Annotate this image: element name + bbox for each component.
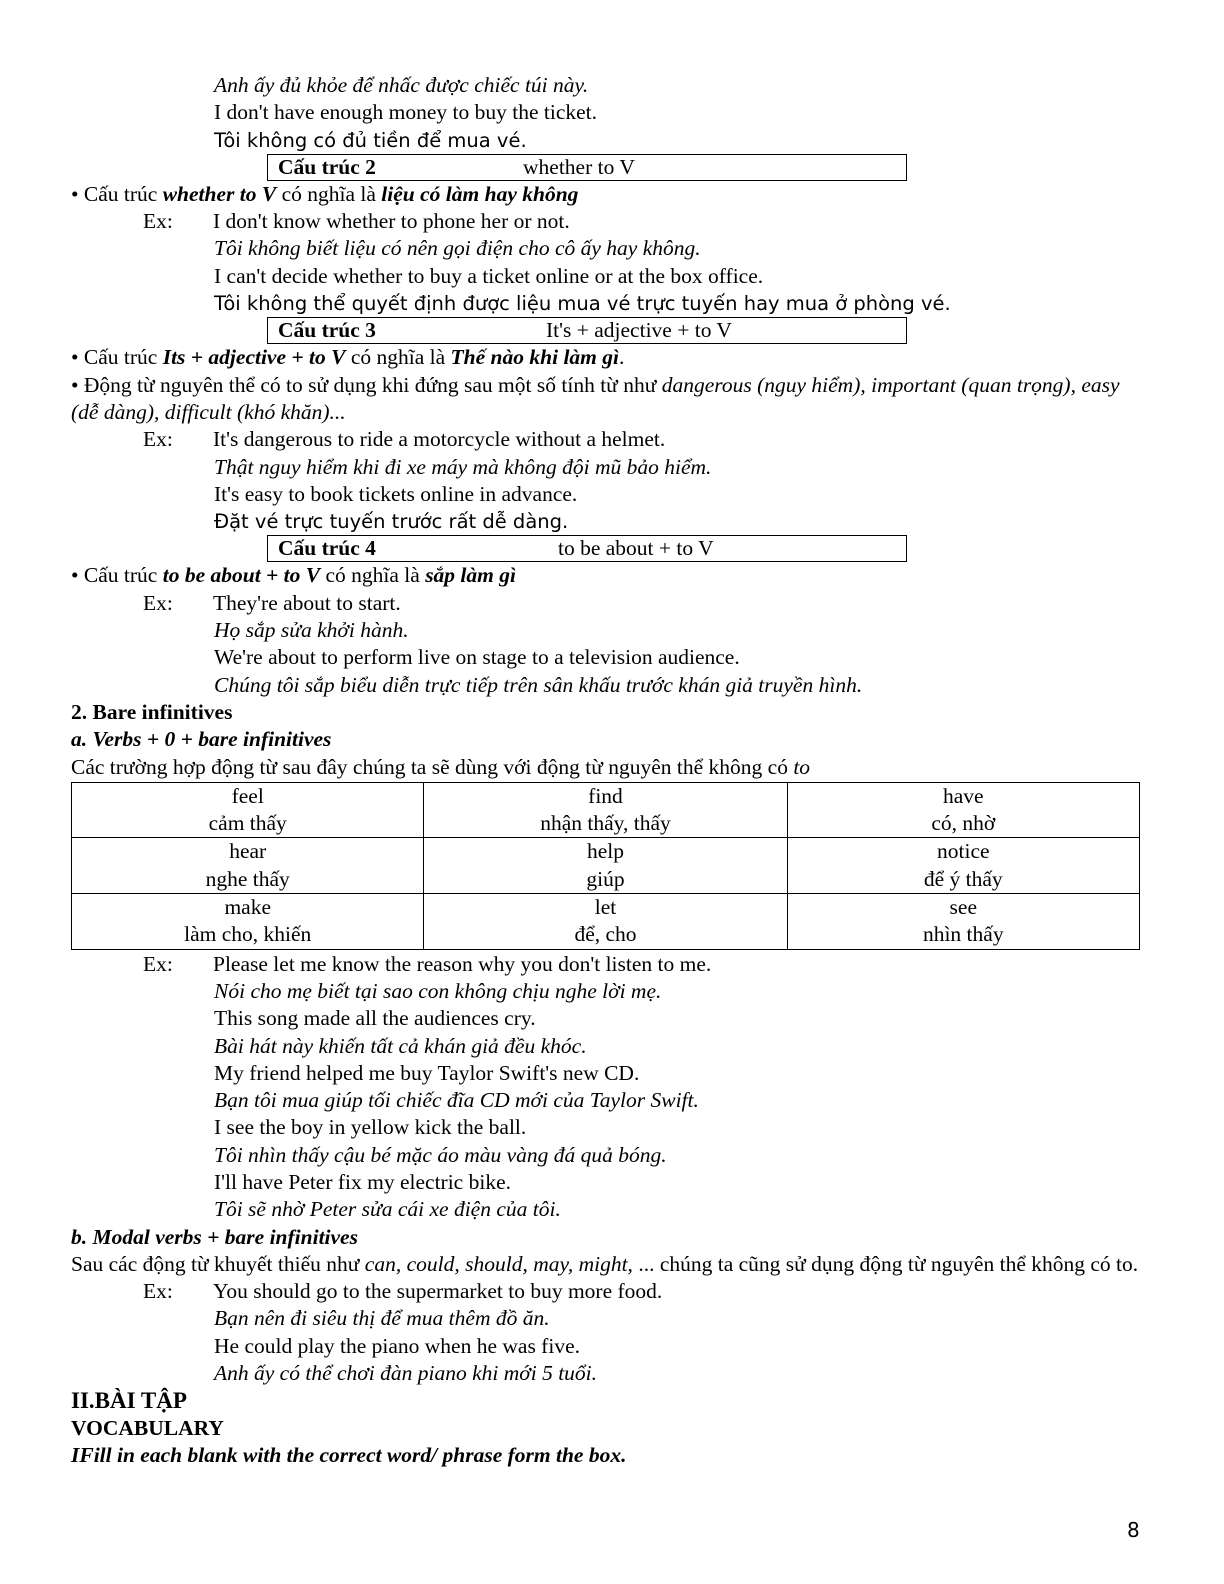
bullet-adjectives: • Động từ nguyên thể có to sử dụng khi đứng sau một số tính từ như dangerous (nguy hiểm), important (quan trọng), easy (dễ dàng), difficult (khó khăn)... (71, 372, 1120, 424)
example-row (71, 1333, 1141, 1360)
table-row (72, 838, 1140, 894)
bullet-definition: • Cấu trúc whether to V có nghĩa là liệu có làm hay không (71, 181, 579, 206)
structure-box-2 (267, 154, 907, 181)
vi-translation: Chúng tôi sắp biểu diễn trực tiếp trên sân khấu trước khán giả truyền hình. (214, 672, 863, 697)
vi-translation: Anh ấy có thể chơi đàn piano khi mới 5 tuổi. (214, 1361, 598, 1386)
structure-box-4 (267, 535, 907, 562)
example-row (71, 1114, 1141, 1141)
example-sentence: I see the boy in yellow kick the ball. (214, 1115, 527, 1140)
structure-box-3 (267, 317, 907, 344)
vi-translation: Bạn nên đi siêu thị để mua thêm đồ ăn. (214, 1306, 550, 1331)
example-sentence: I can't decide whether to buy a ticket online or at the box office. (214, 263, 764, 288)
example-sentence: I don't have enough money to buy the ticket. (214, 100, 598, 125)
verb-vi: có, nhờ (931, 811, 996, 836)
verb-en: feel (231, 783, 264, 808)
vi-translation: Anh ấy đủ khỏe để nhấc được chiếc túi này. (214, 73, 589, 97)
example-row (71, 1278, 1141, 1305)
verb-cell (424, 894, 787, 950)
verb-cell (72, 894, 424, 950)
verb-vi: để ý thấy (923, 866, 1003, 891)
verb-en: help (586, 839, 624, 864)
example-sentence: He could play the piano when he was five. (214, 1333, 580, 1358)
vi-translation: Tôi không biết liệu có nên gọi điện cho cô ấy hay không. (214, 236, 701, 261)
verb-en: have (942, 783, 984, 808)
bullet-definition: • Cấu trúc to be about + to V có nghĩa là sắp làm gì (71, 563, 516, 588)
vi-translation: Bạn tôi mua giúp tối chiếc đĩa CD mới của Taylor Swift. (214, 1088, 699, 1113)
vi-translation: Tôi nhìn thấy cậu bé mặc áo màu vàng đá quả bóng. (214, 1142, 667, 1167)
adjective-list: dangerous (nguy hiểm), important (quan trọng), easy (dễ dàng), difficult (khó khăn)... (71, 372, 1120, 424)
modal-examples (71, 1278, 1141, 1387)
structure-formula: It's + adjective + to V (546, 318, 732, 343)
structure-name: Cấu trúc 2 (278, 154, 376, 179)
example-row (71, 1005, 1141, 1032)
bare-examples (71, 951, 1141, 1224)
verb-cell (72, 782, 424, 838)
exercise-instruction: IFill in each blank with the correct word/ phrase form the box. (71, 1442, 627, 1467)
verb-cell (787, 894, 1139, 950)
verb-en: make (224, 895, 271, 920)
verb-en: see (949, 895, 977, 920)
verb-cell (787, 782, 1139, 838)
meaning: Thế nào khi làm gì (450, 345, 619, 370)
verb-en: hear (229, 839, 267, 864)
structure-formula: to be about + to V (558, 536, 714, 561)
verb-cell (787, 838, 1139, 894)
example-row (71, 1060, 1141, 1087)
exercise-heading: II.BÀI TẬP (71, 1388, 187, 1414)
modal-list: can, could, should, may, might, (364, 1251, 633, 1276)
example-sentence: They're about to start. (213, 590, 401, 615)
table-row (72, 894, 1140, 950)
structure-name: Cấu trúc 4 (278, 536, 376, 561)
example-sentence: Please let me know the reason why you don't listen to me. (213, 951, 712, 976)
verbs-table (71, 782, 1140, 950)
structure-formula: whether to V (523, 154, 635, 179)
vocabulary-heading: VOCABULARY (71, 1415, 224, 1440)
verb-cell (72, 838, 424, 894)
meaning: sắp làm gì (425, 563, 516, 588)
example-row (71, 590, 1141, 617)
vi-translation: Nói cho mẹ biết tại sao con không chịu nghe lời mẹ. (214, 978, 662, 1003)
example-sentence: This song made all the audiences cry. (214, 1006, 536, 1031)
verb-en: find (588, 783, 623, 808)
intro-text: Các trường hợp động từ sau đây chúng ta sẽ dùng với động từ nguyên thể không có to (71, 754, 811, 779)
verb-cell (424, 838, 787, 894)
example-sentence: We're about to perform live on stage to a television audience. (214, 645, 740, 670)
meaning: liệu có làm hay không (381, 181, 579, 206)
page-number: 8 (1127, 1518, 1140, 1542)
table-row (72, 782, 1140, 838)
bullet-definition: • Cấu trúc Its + adjective + to V có nghĩa là Thế nào khi làm gì. (71, 345, 625, 370)
verb-vi: làm cho, khiến (184, 922, 312, 947)
verb-vi: nhìn thấy (922, 922, 1004, 947)
vi-translation: Tôi không có đủ tiền để mua vé. (214, 128, 527, 152)
example-sentence: My friend helped me buy Taylor Swift's new CD. (214, 1060, 640, 1085)
subsection-heading: a. Verbs + 0 + bare infinitives (71, 727, 332, 752)
verb-vi: để, cho (574, 922, 637, 947)
verb-en: notice (937, 839, 990, 864)
example-row (71, 208, 1141, 235)
example-sentence: It's easy to book tickets online in advance. (214, 481, 578, 506)
example-row (71, 951, 1141, 978)
ex-label: Ex: (143, 590, 173, 615)
subsection-heading: b. Modal verbs + bare infinitives (71, 1224, 358, 1249)
ex-label: Ex: (143, 1279, 173, 1304)
section-heading: 2. Bare infinitives (71, 699, 233, 724)
modal-intro: Sau các động từ khuyết thiếu như can, could, should, may, might, ... chúng ta cũng sử dụng động từ nguyên thể không có to. (71, 1251, 1139, 1276)
example-sentence: I don't know whether to phone her or not. (213, 209, 570, 234)
vi-translation: Bài hát này khiến tất cả khán giả đều khóc. (214, 1033, 587, 1058)
verb-vi: cảm thấy (208, 811, 287, 836)
verb-cell (424, 782, 787, 838)
vi-translation: Tôi không thể quyết định được liệu mua vé trực tuyến hay mua ở phòng vé. (214, 292, 951, 316)
ex-label: Ex: (143, 427, 173, 452)
verb-vi: nghe thấy (205, 866, 290, 891)
vi-translation: Thật nguy hiểm khi đi xe máy mà không đội mũ bảo hiểm. (214, 454, 712, 479)
structure-name: Cấu trúc 3 (278, 318, 376, 343)
ex-label: Ex: (143, 951, 173, 976)
example-sentence: It's dangerous to ride a motorcycle without a helmet. (213, 427, 666, 452)
example-row (71, 1169, 1141, 1196)
vi-translation: Tôi sẽ nhờ Peter sửa cái xe điện của tôi. (214, 1197, 561, 1222)
document-page (71, 72, 1141, 1469)
term: to be about + to V (162, 563, 321, 588)
term: whether to V (162, 181, 277, 206)
example-sentence: I'll have Peter fix my electric bike. (214, 1169, 511, 1194)
ex-label: Ex: (143, 209, 173, 234)
verb-vi: nhận thấy, thấy (540, 811, 671, 836)
term: Its + adjective + to V (162, 345, 346, 370)
example-row (71, 426, 1141, 453)
vi-translation: Họ sắp sửa khởi hành. (214, 618, 409, 643)
vi-translation: Đặt vé trực tuyến trước rất dễ dàng. (214, 510, 569, 534)
verb-en: let (594, 895, 617, 920)
verb-vi: giúp (586, 866, 625, 891)
example-sentence: You should go to the supermarket to buy more food. (213, 1279, 663, 1304)
